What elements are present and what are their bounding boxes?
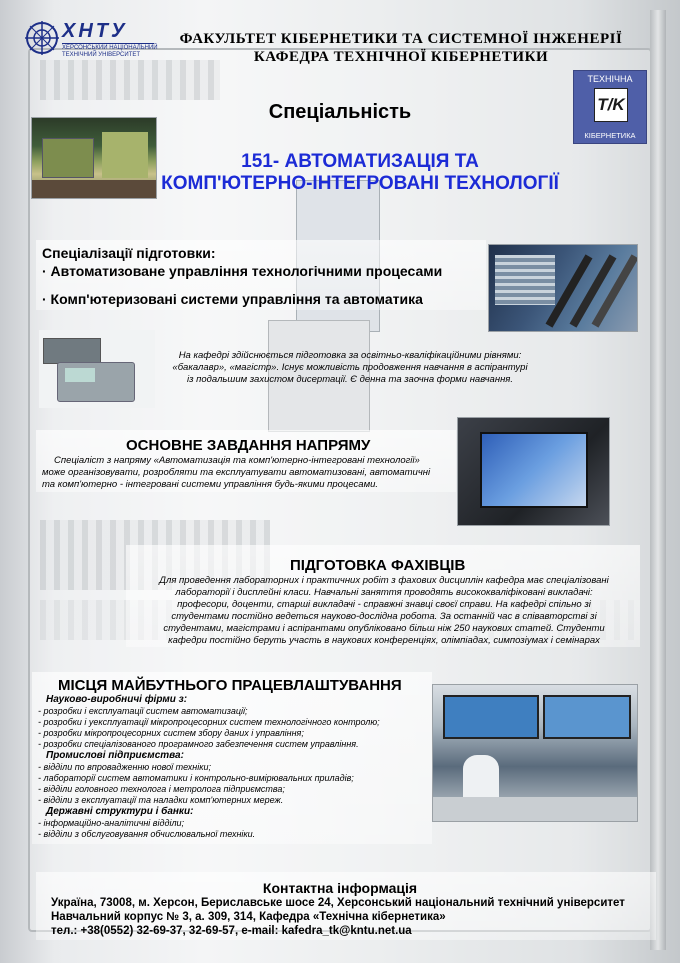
specialty-code-line: КОМП'ЮТЕРНО-ІНТЕГРОВАНІ ТЕХНОЛОГІЇ — [161, 173, 559, 194]
list-item: - розробки і експлуатації систем автоматизації; — [38, 706, 248, 716]
employment-group-head: Державні структури і банки: — [46, 806, 194, 817]
main-task-text — [42, 455, 462, 491]
list-item: - розробки і уексплуатації мікропроцесорних систем технологічного контролю; — [38, 717, 380, 727]
employment-group-head: Промислові підприємства: — [46, 750, 184, 761]
training-levels-note — [150, 350, 550, 386]
specialization-item: · Комп'ютеризовані системи управління та автоматика — [42, 291, 423, 307]
cabinet-terminal-strip — [40, 60, 220, 100]
para-line: може організовувати, розробляти та експлуатувати автоматизовані, автоматичні — [42, 467, 431, 478]
plc-photo — [39, 330, 155, 408]
para-line: професори, доценти, старші викладачі - справжні знавці своєї справи. На кафедрі спільно зі — [177, 599, 591, 610]
list-item: - відділи по впровадженню нової техніки; — [38, 762, 211, 772]
note-line: На кафедрі здійснюється підготовка за освітньо-кваліфікаційними рівнями: — [178, 350, 522, 361]
specialty-code-line: 151- АВТОМАТИЗАЦІЯ ТА — [241, 151, 479, 172]
touch-panel-photo — [457, 417, 610, 526]
cables-photo — [488, 244, 638, 332]
para-line: лабораторії і дисплейні класи. Навчальні заняття проводять висококваліфіковані викладачі: — [175, 587, 593, 598]
employment-list — [38, 694, 430, 840]
list-item: - розробки мікропроцесорних систем збору даних і управління; — [38, 728, 304, 738]
contact-phone-email: тел.: +38(0552) 32-69-37, 32-69-57, e-mail: kafedra_tk@kntu.net.ua — [51, 925, 412, 937]
contact-address: Україна, 73008, м. Херсон, Бериславське шосе 24, Херсонський національний технічний університет — [51, 897, 625, 909]
para-line: студентами, магістрами і аспірантами опубліковано більш ніж 250 наукових статей. Студенти — [163, 623, 605, 634]
control-room-photo — [432, 684, 638, 822]
para-line: кафедри постійно беруть участь в наукових конференціях, олімпіадах, симпозіумах і семінарах — [168, 635, 600, 646]
note-line: із подальшим захистом дисертації. Є денна та заочна форми навчання. — [186, 374, 514, 385]
logo-divider — [62, 43, 154, 44]
para-line: студентами постійно ведеться науково-дослідна робота. За останній час в співавторстві зі — [171, 611, 597, 622]
faculty-header — [176, 30, 626, 66]
para-line: та комп'ютерно - інтегровані системи управління будь-якими процесами. — [42, 479, 379, 490]
para-line: Для проведення лабораторних і практичних робіт з фахових дисциплін кафедра має спеціалізовані — [159, 575, 609, 586]
department-name: КАФЕДРА ТЕХНІЧНОЇ КІБЕРНЕТИКИ — [253, 49, 549, 65]
specialty-title — [0, 151, 680, 195]
specializations-title: Спеціалізації підготовки: — [42, 245, 216, 261]
specialization-item: · Автоматизоване управління технологічними процесами — [42, 263, 443, 279]
emblem-bottom-text: КІБЕРНЕТИКА — [584, 131, 636, 140]
list-item: - інформаційно-аналітичні відділи; — [38, 818, 185, 828]
list-item: - відділи головного технолога і метролога підприємства; — [38, 784, 285, 794]
logo-subtitle-line: ТЕХНІЧНИЙ УНІВЕРСИТЕТ — [62, 52, 141, 58]
note-line: «бакалавр», «магістр». Існує можливість продовження навчання в аспірантурі — [172, 362, 528, 373]
training-text — [128, 575, 640, 647]
list-item: - лабораторії систем автоматики і контрольно-вимірювальних приладів; — [38, 773, 354, 783]
list-item: - відділи з експлуатації та наладки комп'ютерних мереж. — [38, 795, 284, 805]
logo-title: ХНТУ — [62, 20, 128, 42]
employment-group-head: Науково-виробничі фірми з: — [46, 694, 188, 705]
employment-title: МІСЦЯ МАЙБУТНЬОГО ПРАЦЕВЛАШТУВАННЯ — [58, 677, 402, 694]
logo-subtitle — [62, 45, 158, 59]
para-line: Спеціаліст з напряму «Автоматизація та комп'ютерно-інтегровані технології» — [54, 455, 420, 466]
main-task-title: ОСНОВНЕ ЗАВДАННЯ НАПРЯМУ — [126, 437, 371, 454]
emblem-top-text: ТЕХНІЧНА — [587, 74, 633, 84]
faculty-name: ФАКУЛЬТЕТ КІБЕРНЕТИКИ ТА СИСТЕМНОЇ ІНЖЕНЕРІЇ — [179, 31, 623, 47]
list-item: - розробки спеціалізованого програмного забезпечення систем управління. — [38, 739, 359, 749]
logo-emblem-icon — [22, 18, 62, 58]
list-item: - відділи з обслуговування обчислювальної техніки. — [38, 829, 256, 839]
contact-building: Навчальний корпус № 3, а. 309, 314, Кафедра «Технічна кібернетика» — [51, 911, 446, 923]
logo-subtitle-line: ХЕРСОНСЬКИЙ НАЦІОНАЛЬНИЙ — [62, 45, 158, 51]
emblem-mark: T/K — [594, 88, 628, 122]
specialty-label: Спеціальність — [268, 101, 412, 123]
contact-title: Контактна інформація — [262, 880, 418, 896]
training-title: ПІДГОТОВКА ФАХІВЦІВ — [290, 557, 466, 574]
